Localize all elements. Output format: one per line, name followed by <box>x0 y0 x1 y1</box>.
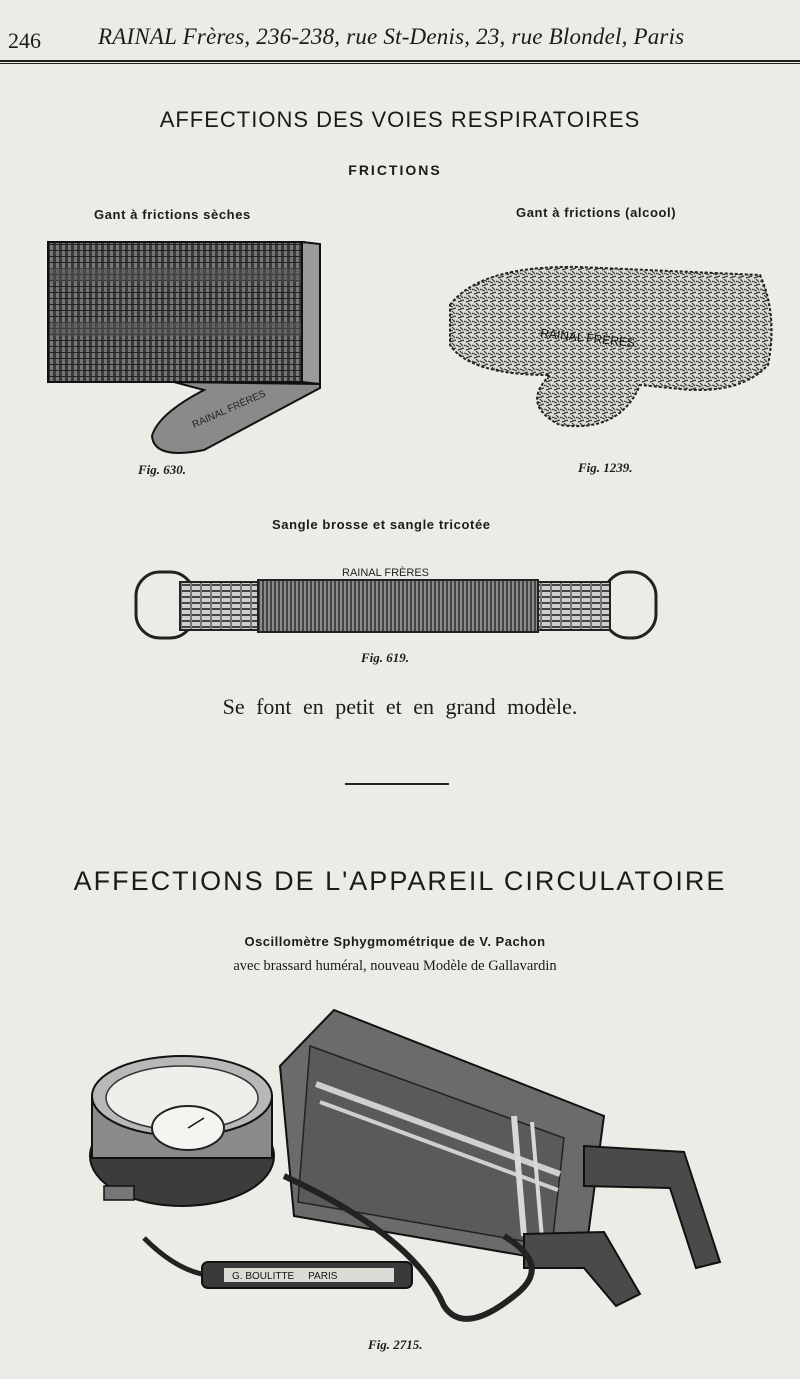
section-title-respiratory: AFFECTIONS DES VOIES RESPIRATOIRES <box>159 107 641 132</box>
caption-strap: Sangle brosse et sangle tricotée <box>272 517 491 532</box>
device-label: G. BOULITTE PARIS <box>232 1271 338 1282</box>
mitt-imprint: RAINAL FRÈRES <box>539 326 636 350</box>
terry-mitt-illustration <box>440 255 780 445</box>
product-subtitle-oscillometer: avec brassard huméral, nouveau Modèle de Gallavardin <box>233 958 557 974</box>
figure-label-2715: Fig. 2715. <box>368 1337 423 1352</box>
sizes-note: Se font en petit et en grand modèle. <box>222 694 578 719</box>
oscillometer-illustration <box>84 1006 724 1330</box>
product-title-oscillometer: Oscillomètre Sphygmométrique de V. Pachon <box>244 934 546 949</box>
caption-alcohol-glove: Gant à frictions (alcool) <box>516 205 677 220</box>
header-rule <box>0 60 800 64</box>
figure-label-630: Fig. 630. <box>138 462 187 477</box>
page-number: 246 <box>8 28 41 53</box>
figure-label-1239: Fig. 1239. <box>578 460 633 475</box>
friction-glove-illustration <box>44 238 326 458</box>
header-address: RAINAL Frères, 236-238, rue St-Denis, 23, rue Blondel, Paris <box>98 24 685 49</box>
section-title-circulatory: AFFECTIONS DE L'APPAREIL CIRCULATOIRE <box>73 866 727 896</box>
frictions-heading: FRICTIONS <box>348 162 442 178</box>
caption-dry-glove: Gant à frictions sèches <box>94 207 251 222</box>
brush-strap-illustration <box>130 560 660 646</box>
section-divider <box>345 783 449 785</box>
glove-imprint: RAINAL FRÈRES <box>190 388 268 431</box>
figure-label-619: Fig. 619. <box>361 650 410 665</box>
strap-imprint: RAINAL FRÈRES <box>342 567 430 579</box>
